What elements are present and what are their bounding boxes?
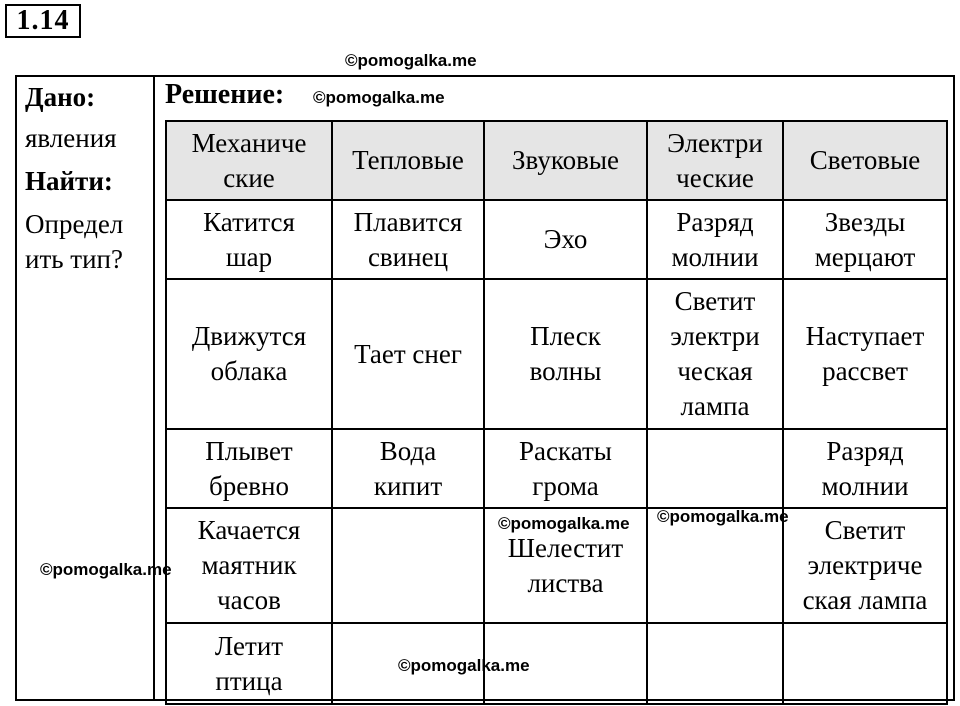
header-electrical	[647, 121, 783, 200]
table-cell	[783, 279, 947, 429]
header-line: Электри	[667, 127, 763, 158]
watermark: ©pomogalka.me	[40, 560, 172, 579]
solution-title: Решение:	[165, 79, 285, 110]
header-line: Звуковые	[512, 145, 619, 175]
cell-line: бревно	[209, 470, 289, 501]
table-cell	[484, 279, 647, 429]
table-row	[166, 508, 947, 623]
header-line: Тепловые	[352, 145, 464, 175]
cell-line: лампа	[680, 391, 750, 421]
table-cell	[332, 200, 484, 279]
cell-line: Движутся	[191, 321, 307, 351]
cell-line: Разряд	[676, 206, 754, 237]
cell-line: волны	[529, 356, 602, 386]
table-cell	[783, 508, 947, 623]
cell-line: шар	[225, 241, 273, 272]
header-line: Механиче	[191, 127, 307, 158]
cell-line: электри	[670, 321, 760, 351]
cell-line: грома	[532, 470, 599, 501]
table-row	[166, 279, 947, 429]
table-cell	[166, 429, 332, 508]
table-row	[166, 623, 947, 704]
watermark: ©pomogalka.me	[498, 514, 630, 533]
table-cell	[166, 279, 332, 429]
cell-line: облака	[210, 356, 288, 386]
phenomena-table	[165, 120, 948, 705]
header-thermal	[332, 121, 484, 200]
table-cell-empty	[332, 508, 484, 623]
cell-line: Светит	[824, 515, 906, 545]
find-title: Найти:	[25, 166, 113, 196]
table-cell	[484, 200, 647, 279]
table-cell	[332, 279, 484, 429]
table-cell	[783, 429, 947, 508]
watermark: ©pomogalka.me	[313, 88, 445, 107]
table-cell	[166, 508, 332, 623]
cell-line: Вода	[379, 435, 437, 466]
cell-line: ская лампа	[802, 585, 928, 615]
cell-line: Эхо	[543, 224, 588, 254]
table-cell-empty	[332, 623, 484, 704]
find-line-2: ить тип?	[25, 244, 123, 274]
table-cell-empty	[647, 623, 783, 704]
table-cell	[332, 429, 484, 508]
given-value: явления	[25, 123, 117, 153]
watermark: ©pomogalka.me	[657, 507, 789, 526]
watermark: ©pomogalka.me	[345, 51, 477, 70]
table-cell	[647, 279, 783, 429]
cell-line: Светит	[674, 286, 756, 316]
cell-line: Раскаты	[519, 435, 612, 466]
cell-line: свинец	[367, 241, 449, 272]
cell-line: Летит	[214, 630, 284, 661]
cell-line: Плавится	[353, 206, 463, 237]
cell-line: Звезды	[824, 206, 906, 237]
table-cell	[484, 508, 647, 623]
cell-line: Катится	[203, 206, 295, 237]
table-cell	[783, 200, 947, 279]
header-row	[166, 121, 947, 200]
header-line: ские	[223, 162, 275, 193]
table-cell	[166, 623, 332, 704]
header-line: ческие	[676, 162, 754, 193]
header-light	[783, 121, 947, 200]
cell-line: часов	[217, 585, 281, 615]
cell-line: листва	[527, 567, 604, 598]
table-cell-empty	[647, 429, 783, 508]
cell-line: мерцают	[814, 241, 916, 272]
cell-line: электриче	[807, 550, 923, 580]
table-cell-empty	[647, 508, 783, 623]
cell-line: Плеск	[530, 321, 601, 351]
cell-line: Качается	[197, 515, 301, 545]
cell-line: молнии	[821, 470, 909, 501]
cell-line: Шелестит	[507, 532, 624, 563]
cell-line: Плывет	[205, 435, 293, 466]
table-cell	[166, 200, 332, 279]
header-mechanical	[166, 121, 332, 200]
table-cell	[647, 200, 783, 279]
cell-line: маятник	[201, 550, 297, 580]
table-cell-empty	[783, 623, 947, 704]
given-title: Дано:	[25, 82, 96, 112]
cell-line: молнии	[671, 241, 759, 272]
task-number: 1.14	[5, 4, 81, 38]
find-line-1: Определ	[25, 209, 124, 239]
cell-line: птица	[215, 665, 283, 696]
column-divider	[153, 75, 155, 701]
cell-line: ческая	[677, 356, 753, 386]
cell-line: рассвет	[822, 356, 908, 386]
watermark: ©pomogalka.me	[398, 656, 530, 675]
table-row	[166, 429, 947, 508]
table-cell-empty	[484, 623, 647, 704]
cell-line: Разряд	[826, 435, 904, 466]
header-sound	[484, 121, 647, 200]
cell-line: Тает снег	[354, 338, 462, 369]
cell-line: кипит	[373, 470, 443, 501]
table-cell	[484, 429, 647, 508]
table-row	[166, 200, 947, 279]
cell-line: Наступает	[805, 321, 925, 351]
header-line: Световые	[809, 145, 921, 175]
